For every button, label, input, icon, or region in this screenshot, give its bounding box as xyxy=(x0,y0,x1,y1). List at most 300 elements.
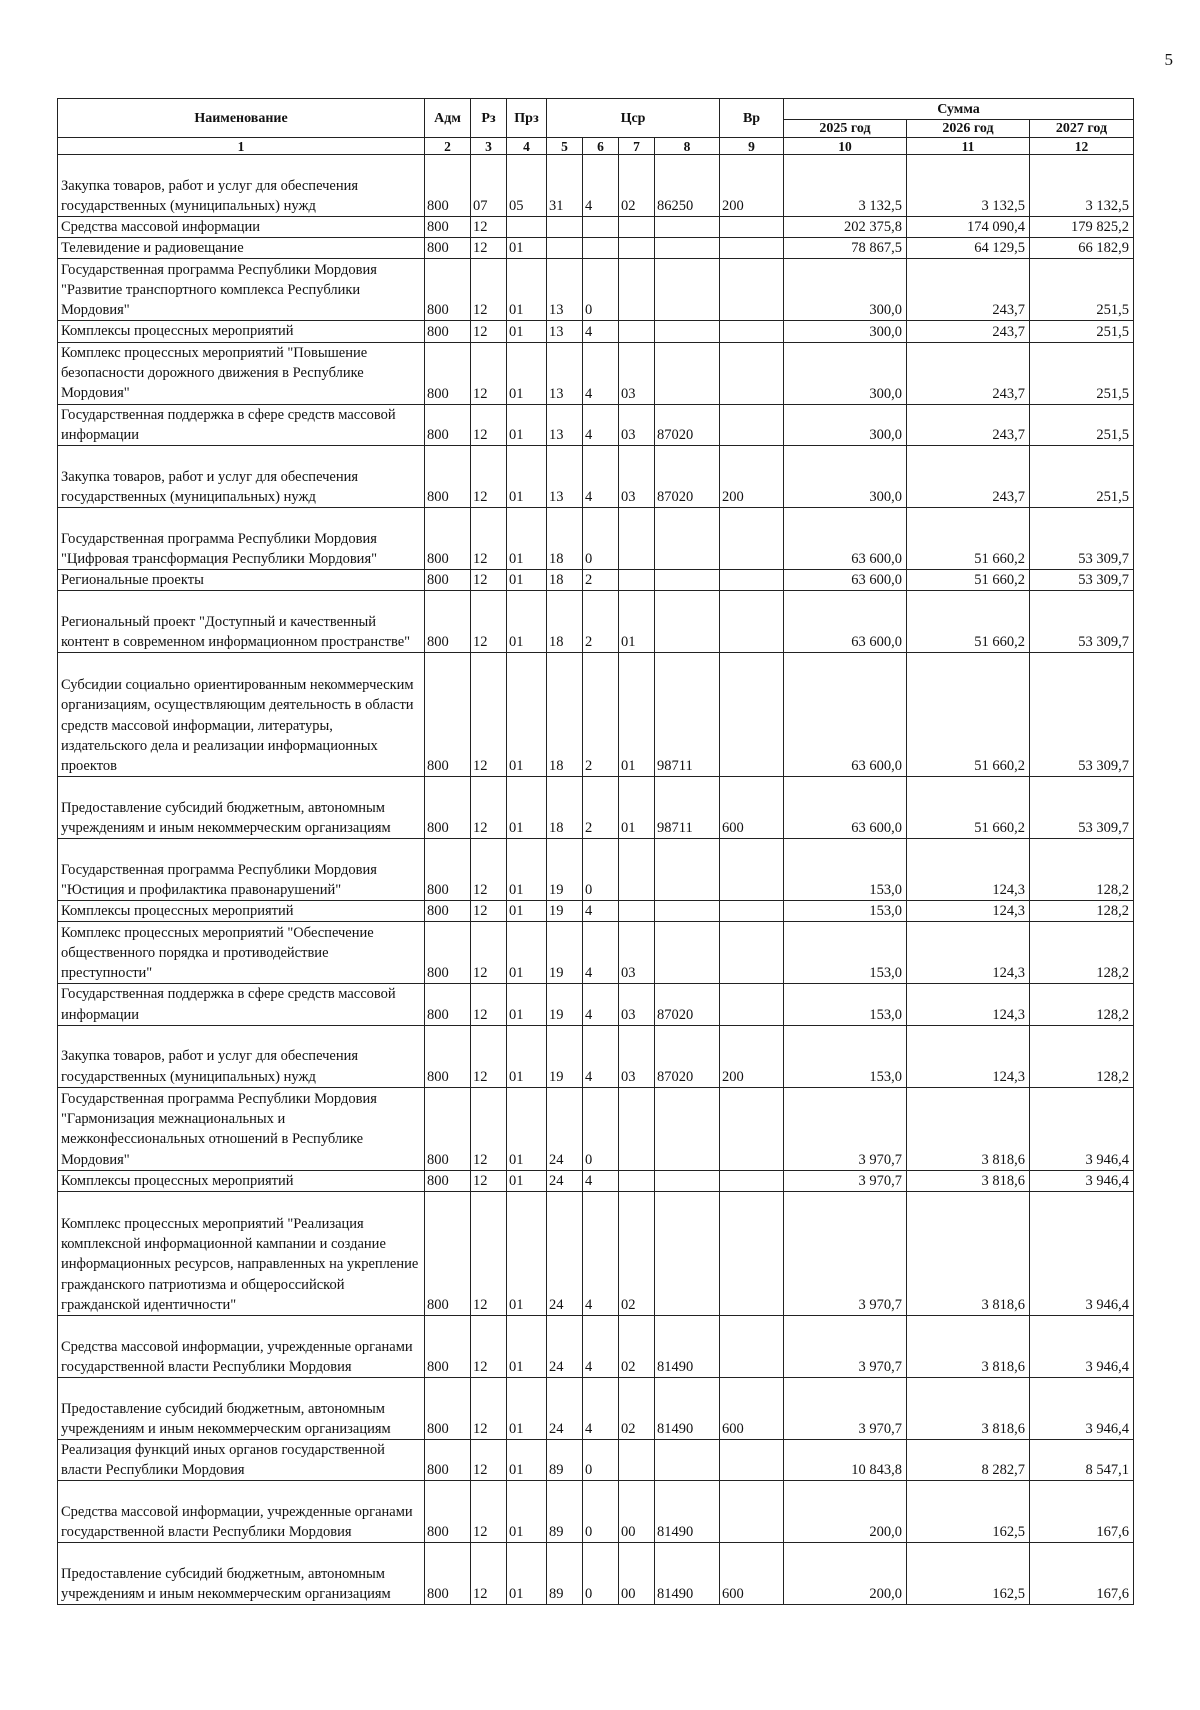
row-tsr-1: 13 xyxy=(547,321,583,342)
table-row xyxy=(58,777,1134,839)
row-sum-2026: 8 282,7 xyxy=(907,1440,1030,1481)
row-rz: 12 xyxy=(471,777,507,839)
table-row xyxy=(58,1378,1134,1440)
row-tsr-4: 98711 xyxy=(655,653,720,777)
row-vr xyxy=(720,259,784,321)
row-sum-2027: 128,2 xyxy=(1030,922,1134,984)
row-tsr-3 xyxy=(619,508,655,570)
row-name: Комплексы процессных мероприятий xyxy=(58,1170,425,1191)
row-tsr-1: 24 xyxy=(547,1170,583,1191)
row-sum-2027: 3 132,5 xyxy=(1030,155,1134,217)
row-tsr-4 xyxy=(655,1087,720,1170)
row-rz: 12 xyxy=(471,591,507,653)
row-adm: 800 xyxy=(425,1481,471,1543)
row-sum-2025: 63 600,0 xyxy=(784,777,907,839)
column-number: 4 xyxy=(507,138,547,155)
table-row xyxy=(58,446,1134,508)
table-row xyxy=(58,342,1134,404)
row-adm: 800 xyxy=(425,984,471,1025)
row-tsr-3 xyxy=(619,901,655,922)
row-prz: 01 xyxy=(507,1378,547,1440)
row-prz: 01 xyxy=(507,1543,547,1605)
row-name: Государственная программа Республики Мордовия "Гармонизация межнациональных и межконфессиональных отношений в Республике Мордовия" xyxy=(58,1087,425,1170)
row-rz: 12 xyxy=(471,321,507,342)
row-rz: 12 xyxy=(471,570,507,591)
row-sum-2026: 243,7 xyxy=(907,342,1030,404)
row-adm: 800 xyxy=(425,591,471,653)
row-tsr-1: 19 xyxy=(547,984,583,1025)
row-rz: 12 xyxy=(471,1170,507,1191)
row-sum-2025: 153,0 xyxy=(784,922,907,984)
row-tsr-1: 13 xyxy=(547,259,583,321)
row-tsr-4 xyxy=(655,321,720,342)
row-sum-2026: 51 660,2 xyxy=(907,777,1030,839)
row-prz: 01 xyxy=(507,1170,547,1191)
row-tsr-4: 87020 xyxy=(655,984,720,1025)
header-prz: Прз xyxy=(507,99,547,138)
row-adm: 800 xyxy=(425,259,471,321)
row-tsr-3 xyxy=(619,1440,655,1481)
row-tsr-1: 24 xyxy=(547,1316,583,1378)
row-adm: 800 xyxy=(425,508,471,570)
table-row xyxy=(58,1087,1134,1170)
row-tsr-4 xyxy=(655,1192,720,1316)
row-sum-2025: 300,0 xyxy=(784,342,907,404)
table-row xyxy=(58,591,1134,653)
row-tsr-2: 0 xyxy=(583,508,619,570)
row-tsr-1: 19 xyxy=(547,901,583,922)
row-tsr-1: 89 xyxy=(547,1440,583,1481)
row-prz: 01 xyxy=(507,653,547,777)
row-sum-2025: 200,0 xyxy=(784,1543,907,1605)
row-tsr-3: 01 xyxy=(619,777,655,839)
table-row xyxy=(58,217,1134,238)
row-name: Комплекс процессных мероприятий "Реализация комплексной информационной кампании и создание информационных ресурсов, направленных на укрепление гражданского патриотизма и общероссийской гражданской идентичности" xyxy=(58,1192,425,1316)
row-sum-2026: 124,3 xyxy=(907,984,1030,1025)
row-prz: 01 xyxy=(507,922,547,984)
row-prz: 01 xyxy=(507,321,547,342)
row-rz: 12 xyxy=(471,1316,507,1378)
row-name: Закупка товаров, работ и услуг для обеспечения государственных (муниципальных) нужд xyxy=(58,446,425,508)
row-name: Государственная поддержка в сфере средств массовой информации xyxy=(58,984,425,1025)
row-tsr-2: 4 xyxy=(583,1192,619,1316)
row-adm: 800 xyxy=(425,1087,471,1170)
row-adm: 800 xyxy=(425,342,471,404)
row-tsr-4 xyxy=(655,922,720,984)
row-name: Комплекс процессных мероприятий "Повышение безопасности дорожного движения в Республике Мордовия" xyxy=(58,342,425,404)
row-sum-2025: 63 600,0 xyxy=(784,591,907,653)
row-sum-2025: 63 600,0 xyxy=(784,653,907,777)
row-sum-2026: 3 818,6 xyxy=(907,1316,1030,1378)
row-tsr-2: 0 xyxy=(583,839,619,901)
row-tsr-2: 4 xyxy=(583,1316,619,1378)
row-adm: 800 xyxy=(425,901,471,922)
row-tsr-1: 24 xyxy=(547,1192,583,1316)
row-sum-2026: 124,3 xyxy=(907,839,1030,901)
row-tsr-2: 4 xyxy=(583,446,619,508)
row-tsr-1: 18 xyxy=(547,777,583,839)
row-sum-2025: 78 867,5 xyxy=(784,238,907,259)
row-prz: 01 xyxy=(507,404,547,445)
row-rz: 12 xyxy=(471,1440,507,1481)
row-sum-2025: 3 132,5 xyxy=(784,155,907,217)
row-tsr-2: 2 xyxy=(583,591,619,653)
row-adm: 800 xyxy=(425,839,471,901)
row-tsr-4 xyxy=(655,508,720,570)
row-vr xyxy=(720,1481,784,1543)
row-tsr-4: 98711 xyxy=(655,777,720,839)
row-sum-2025: 300,0 xyxy=(784,259,907,321)
column-number: 5 xyxy=(547,138,583,155)
row-adm: 800 xyxy=(425,1378,471,1440)
row-sum-2026: 3 818,6 xyxy=(907,1192,1030,1316)
row-sum-2025: 63 600,0 xyxy=(784,508,907,570)
row-tsr-4: 87020 xyxy=(655,1025,720,1087)
column-number: 3 xyxy=(471,138,507,155)
row-tsr-3: 03 xyxy=(619,984,655,1025)
row-name: Реализация функций иных органов государственной власти Республики Мордовия xyxy=(58,1440,425,1481)
row-tsr-4 xyxy=(655,901,720,922)
row-rz: 12 xyxy=(471,238,507,259)
row-sum-2025: 300,0 xyxy=(784,446,907,508)
header-rz: Рз xyxy=(471,99,507,138)
row-prz: 01 xyxy=(507,901,547,922)
row-sum-2027: 167,6 xyxy=(1030,1481,1134,1543)
row-rz: 12 xyxy=(471,259,507,321)
table-row xyxy=(58,1543,1134,1605)
row-rz: 12 xyxy=(471,342,507,404)
table-row xyxy=(58,508,1134,570)
row-vr xyxy=(720,238,784,259)
row-sum-2027: 251,5 xyxy=(1030,446,1134,508)
row-tsr-3: 03 xyxy=(619,922,655,984)
row-vr xyxy=(720,1087,784,1170)
row-sum-2027: 3 946,4 xyxy=(1030,1378,1134,1440)
row-sum-2027: 128,2 xyxy=(1030,839,1134,901)
row-prz: 01 xyxy=(507,570,547,591)
row-tsr-1: 13 xyxy=(547,404,583,445)
row-name: Предоставление субсидий бюджетным, автономным учреждениям и иным некоммерческим организациям xyxy=(58,777,425,839)
row-sum-2025: 3 970,7 xyxy=(784,1378,907,1440)
row-sum-2026: 243,7 xyxy=(907,404,1030,445)
row-tsr-4: 87020 xyxy=(655,404,720,445)
row-vr xyxy=(720,321,784,342)
row-sum-2026: 64 129,5 xyxy=(907,238,1030,259)
row-tsr-3 xyxy=(619,259,655,321)
row-sum-2025: 153,0 xyxy=(784,1025,907,1087)
row-rz: 12 xyxy=(471,446,507,508)
table-row xyxy=(58,653,1134,777)
row-tsr-1: 18 xyxy=(547,570,583,591)
row-tsr-4: 86250 xyxy=(655,155,720,217)
row-prz: 01 xyxy=(507,777,547,839)
row-tsr-2: 0 xyxy=(583,259,619,321)
row-sum-2027: 128,2 xyxy=(1030,1025,1134,1087)
row-vr: 200 xyxy=(720,446,784,508)
row-name: Закупка товаров, работ и услуг для обеспечения государственных (муниципальных) нужд xyxy=(58,1025,425,1087)
row-prz: 01 xyxy=(507,342,547,404)
row-vr xyxy=(720,922,784,984)
row-tsr-1: 24 xyxy=(547,1378,583,1440)
row-adm: 800 xyxy=(425,777,471,839)
row-sum-2027: 251,5 xyxy=(1030,404,1134,445)
row-tsr-3: 02 xyxy=(619,1378,655,1440)
row-name: Телевидение и радиовещание xyxy=(58,238,425,259)
budget-table xyxy=(57,98,1134,1605)
table-row xyxy=(58,1440,1134,1481)
row-tsr-2: 4 xyxy=(583,404,619,445)
row-name: Комплекс процессных мероприятий "Обеспечение общественного порядка и противодействие преступности" xyxy=(58,922,425,984)
row-tsr-4 xyxy=(655,591,720,653)
row-tsr-2: 0 xyxy=(583,1440,619,1481)
header-tsr: Цср xyxy=(547,99,720,138)
table-row xyxy=(58,922,1134,984)
column-number: 1 xyxy=(58,138,425,155)
row-rz: 12 xyxy=(471,839,507,901)
row-adm: 800 xyxy=(425,1543,471,1605)
row-prz: 01 xyxy=(507,1440,547,1481)
row-name: Субсидии социально ориентированным некоммерческим организациям, осуществляющим деятельность в области средств массовой информации, литературы, издательского дела и реализации информационных проектов xyxy=(58,653,425,777)
row-name: Региональные проекты xyxy=(58,570,425,591)
row-sum-2027: 3 946,4 xyxy=(1030,1192,1134,1316)
row-sum-2026: 124,3 xyxy=(907,922,1030,984)
row-sum-2027: 3 946,4 xyxy=(1030,1087,1134,1170)
table-row xyxy=(58,570,1134,591)
row-vr xyxy=(720,1170,784,1191)
row-sum-2026: 243,7 xyxy=(907,446,1030,508)
column-number: 10 xyxy=(784,138,907,155)
row-tsr-1: 13 xyxy=(547,446,583,508)
row-sum-2027: 53 309,7 xyxy=(1030,570,1134,591)
row-prz: 01 xyxy=(507,1481,547,1543)
table-row xyxy=(58,1025,1134,1087)
row-sum-2027: 53 309,7 xyxy=(1030,777,1134,839)
header-year-2025: 2025 год xyxy=(784,120,907,138)
row-sum-2026: 243,7 xyxy=(907,259,1030,321)
row-vr: 600 xyxy=(720,1543,784,1605)
row-tsr-3: 03 xyxy=(619,342,655,404)
row-tsr-1: 24 xyxy=(547,1087,583,1170)
row-adm: 800 xyxy=(425,238,471,259)
table-row xyxy=(58,321,1134,342)
row-sum-2026: 3 818,6 xyxy=(907,1378,1030,1440)
row-rz: 12 xyxy=(471,508,507,570)
row-name: Комплексы процессных мероприятий xyxy=(58,321,425,342)
row-tsr-4 xyxy=(655,217,720,238)
row-prz: 01 xyxy=(507,1192,547,1316)
row-tsr-3: 02 xyxy=(619,1192,655,1316)
row-sum-2026: 243,7 xyxy=(907,321,1030,342)
row-tsr-1 xyxy=(547,238,583,259)
row-tsr-2: 4 xyxy=(583,1025,619,1087)
table-row xyxy=(58,259,1134,321)
row-sum-2025: 202 375,8 xyxy=(784,217,907,238)
row-tsr-3 xyxy=(619,570,655,591)
row-vr: 200 xyxy=(720,1025,784,1087)
row-tsr-1: 89 xyxy=(547,1543,583,1605)
row-tsr-2: 0 xyxy=(583,1087,619,1170)
row-sum-2026: 51 660,2 xyxy=(907,570,1030,591)
header-year-2026: 2026 год xyxy=(907,120,1030,138)
row-name: Государственная программа Республики Мордовия "Юстиция и профилактика правонарушений" xyxy=(58,839,425,901)
row-rz: 12 xyxy=(471,404,507,445)
table-row xyxy=(58,404,1134,445)
row-vr xyxy=(720,570,784,591)
row-tsr-2 xyxy=(583,217,619,238)
row-tsr-3: 02 xyxy=(619,1316,655,1378)
row-sum-2026: 51 660,2 xyxy=(907,591,1030,653)
row-sum-2027: 128,2 xyxy=(1030,901,1134,922)
table-row xyxy=(58,238,1134,259)
row-sum-2026: 162,5 xyxy=(907,1481,1030,1543)
row-vr: 600 xyxy=(720,1378,784,1440)
row-vr xyxy=(720,1440,784,1481)
row-sum-2025: 3 970,7 xyxy=(784,1192,907,1316)
row-tsr-3: 03 xyxy=(619,446,655,508)
header-adm: Адм xyxy=(425,99,471,138)
row-tsr-3: 01 xyxy=(619,591,655,653)
row-name: Предоставление субсидий бюджетным, автономным учреждениям и иным некоммерческим организациям xyxy=(58,1378,425,1440)
row-vr xyxy=(720,1192,784,1316)
row-prz: 01 xyxy=(507,839,547,901)
row-sum-2025: 300,0 xyxy=(784,321,907,342)
row-tsr-4 xyxy=(655,1440,720,1481)
row-sum-2027: 251,5 xyxy=(1030,321,1134,342)
row-name: Региональный проект "Доступный и качественный контент в современном информационном пространстве" xyxy=(58,591,425,653)
row-prz: 05 xyxy=(507,155,547,217)
row-prz: 01 xyxy=(507,238,547,259)
row-sum-2026: 51 660,2 xyxy=(907,653,1030,777)
row-tsr-1 xyxy=(547,217,583,238)
row-adm: 800 xyxy=(425,155,471,217)
row-tsr-3: 00 xyxy=(619,1481,655,1543)
row-sum-2025: 153,0 xyxy=(784,984,907,1025)
column-number: 6 xyxy=(583,138,619,155)
row-vr xyxy=(720,508,784,570)
row-rz: 12 xyxy=(471,1481,507,1543)
row-sum-2026: 174 090,4 xyxy=(907,217,1030,238)
row-name: Государственная программа Республики Мордовия "Цифровая трансформация Республики Мордовия" xyxy=(58,508,425,570)
row-tsr-4: 81490 xyxy=(655,1481,720,1543)
row-adm: 800 xyxy=(425,1170,471,1191)
row-vr xyxy=(720,1316,784,1378)
row-sum-2025: 3 970,7 xyxy=(784,1087,907,1170)
row-adm: 800 xyxy=(425,922,471,984)
row-adm: 800 xyxy=(425,446,471,508)
row-prz: 01 xyxy=(507,591,547,653)
row-name: Средства массовой информации, учрежденные органами государственной власти Республики Мордовия xyxy=(58,1481,425,1543)
page-number: 5 xyxy=(1164,50,1173,69)
row-vr: 600 xyxy=(720,777,784,839)
row-prz: 01 xyxy=(507,984,547,1025)
row-adm: 800 xyxy=(425,217,471,238)
row-tsr-3: 03 xyxy=(619,404,655,445)
header-summa: Сумма xyxy=(784,99,1134,120)
row-sum-2026: 3 132,5 xyxy=(907,155,1030,217)
row-vr xyxy=(720,653,784,777)
row-adm: 800 xyxy=(425,404,471,445)
row-tsr-2: 4 xyxy=(583,1378,619,1440)
row-tsr-3: 03 xyxy=(619,1025,655,1087)
row-sum-2026: 3 818,6 xyxy=(907,1170,1030,1191)
row-tsr-3 xyxy=(619,1087,655,1170)
row-tsr-1: 19 xyxy=(547,839,583,901)
row-sum-2025: 300,0 xyxy=(784,404,907,445)
row-tsr-1: 89 xyxy=(547,1481,583,1543)
row-tsr-2: 4 xyxy=(583,922,619,984)
row-vr xyxy=(720,404,784,445)
table-row xyxy=(58,1170,1134,1191)
row-tsr-3 xyxy=(619,839,655,901)
row-rz: 12 xyxy=(471,1192,507,1316)
row-rz: 12 xyxy=(471,217,507,238)
row-prz: 01 xyxy=(507,259,547,321)
column-number: 12 xyxy=(1030,138,1134,155)
row-tsr-2: 2 xyxy=(583,777,619,839)
table-row xyxy=(58,1192,1134,1316)
row-tsr-4 xyxy=(655,342,720,404)
row-rz: 07 xyxy=(471,155,507,217)
row-tsr-4 xyxy=(655,839,720,901)
row-adm: 800 xyxy=(425,570,471,591)
row-sum-2025: 153,0 xyxy=(784,901,907,922)
row-tsr-2: 4 xyxy=(583,1170,619,1191)
row-sum-2027: 53 309,7 xyxy=(1030,591,1134,653)
header-year-2027: 2027 год xyxy=(1030,120,1134,138)
header-name: Наименование xyxy=(58,99,425,138)
row-vr: 200 xyxy=(720,155,784,217)
row-sum-2027: 53 309,7 xyxy=(1030,508,1134,570)
table-row xyxy=(58,155,1134,217)
row-tsr-2: 4 xyxy=(583,984,619,1025)
row-name: Предоставление субсидий бюджетным, автономным учреждениям и иным некоммерческим организациям xyxy=(58,1543,425,1605)
row-sum-2027: 3 946,4 xyxy=(1030,1316,1134,1378)
column-number: 11 xyxy=(907,138,1030,155)
row-tsr-3 xyxy=(619,217,655,238)
row-adm: 800 xyxy=(425,1025,471,1087)
row-tsr-2: 4 xyxy=(583,321,619,342)
row-tsr-4: 87020 xyxy=(655,446,720,508)
row-sum-2027: 8 547,1 xyxy=(1030,1440,1134,1481)
table-row xyxy=(58,839,1134,901)
table-row xyxy=(58,984,1134,1025)
row-name: Средства массовой информации xyxy=(58,217,425,238)
row-name: Комплексы процессных мероприятий xyxy=(58,901,425,922)
row-tsr-2: 4 xyxy=(583,342,619,404)
row-rz: 12 xyxy=(471,1025,507,1087)
column-number: 2 xyxy=(425,138,471,155)
row-name: Закупка товаров, работ и услуг для обеспечения государственных (муниципальных) нужд xyxy=(58,155,425,217)
row-prz: 01 xyxy=(507,1025,547,1087)
row-sum-2027: 251,5 xyxy=(1030,259,1134,321)
row-sum-2025: 10 843,8 xyxy=(784,1440,907,1481)
row-tsr-1: 31 xyxy=(547,155,583,217)
row-name: Государственная программа Республики Мордовия "Развитие транспортного комплекса Республики Мордовия" xyxy=(58,259,425,321)
column-number: 7 xyxy=(619,138,655,155)
row-tsr-2: 0 xyxy=(583,1481,619,1543)
row-sum-2025: 63 600,0 xyxy=(784,570,907,591)
row-vr xyxy=(720,984,784,1025)
row-adm: 800 xyxy=(425,1316,471,1378)
row-tsr-4 xyxy=(655,259,720,321)
row-tsr-4 xyxy=(655,1170,720,1191)
row-tsr-4: 81490 xyxy=(655,1543,720,1605)
row-sum-2025: 3 970,7 xyxy=(784,1316,907,1378)
row-rz: 12 xyxy=(471,901,507,922)
row-sum-2027: 251,5 xyxy=(1030,342,1134,404)
row-sum-2026: 124,3 xyxy=(907,901,1030,922)
row-tsr-3 xyxy=(619,238,655,259)
